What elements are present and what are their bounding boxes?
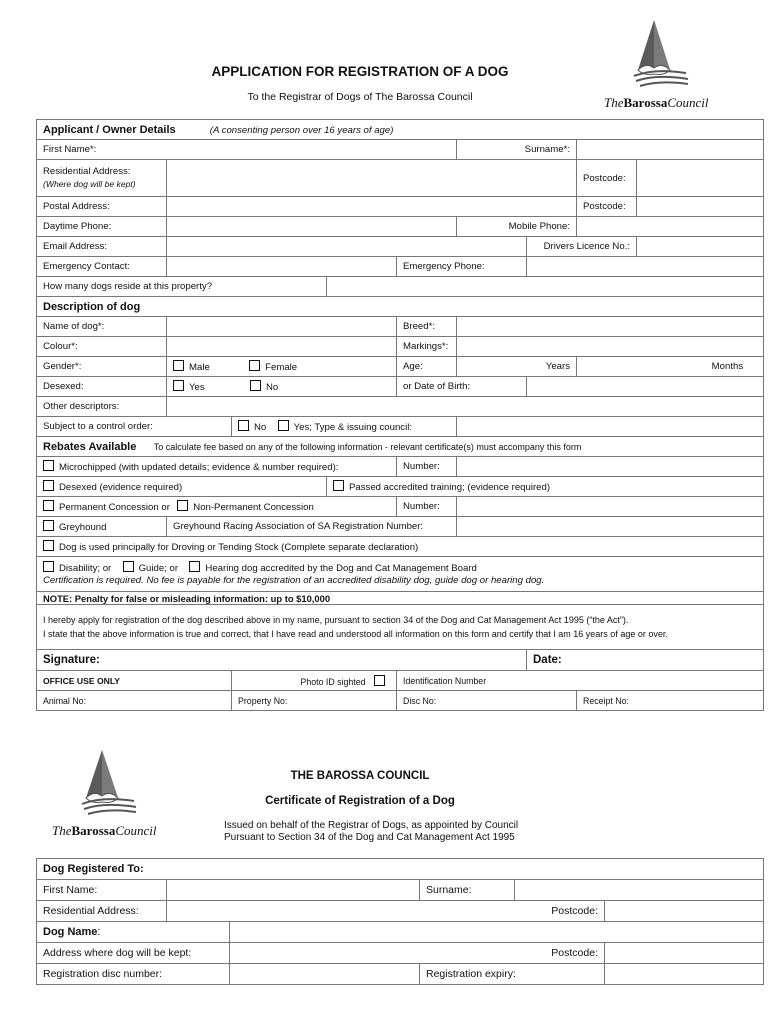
other-descriptors-label: Other descriptors: — [43, 401, 120, 412]
greyhound-checkbox[interactable] — [43, 520, 54, 531]
cert-surname-label: Surname: — [426, 884, 472, 896]
signature-label: Signature: — [43, 654, 100, 666]
control-yes-checkbox[interactable] — [278, 420, 289, 431]
desexed-label: Desexed: — [43, 381, 84, 392]
cert-dog-name-colon: : — [97, 926, 101, 938]
mobile-phone-field[interactable] — [577, 217, 764, 237]
date-label: Date: — [533, 654, 562, 666]
emergency-row — [37, 257, 764, 277]
greyhound-row — [37, 517, 764, 537]
residential-label-cell — [37, 160, 167, 197]
cert-residential-row — [37, 901, 764, 922]
breed-label-cell — [397, 317, 457, 337]
microchip-label: Microchipped (with updated details; evidence & number required): — [59, 462, 339, 473]
dob-label: or Date of Birth: — [403, 381, 471, 392]
date-field[interactable] — [527, 650, 764, 671]
cert-kept-row — [37, 943, 764, 964]
office-row — [37, 671, 764, 691]
desexed-no-label: No — [266, 382, 279, 393]
declaration-text — [37, 605, 764, 650]
cert-disc-label: Registration disc number: — [43, 968, 163, 980]
dog-heading: Description of dog — [37, 297, 764, 317]
certificate-issued-line2: Pursuant to Section 34 of the Dog and Cat Management Act 1995 — [224, 832, 515, 843]
cert-dog-name-row — [37, 922, 764, 943]
microchip-number-label: Number: — [403, 461, 440, 472]
control-label-cell — [37, 417, 232, 437]
concession-options — [37, 497, 397, 517]
first-name-field[interactable] — [37, 140, 457, 160]
rebates-heading — [37, 437, 764, 457]
guide-checkbox[interactable] — [123, 561, 134, 572]
penalty-note: NOTE: Penalty for false or misleading information: up to $10,000 — [37, 592, 764, 605]
concession-number-label: Number: — [403, 501, 440, 512]
surname-label-cell — [457, 140, 577, 160]
cert-first-name-label: First Name: — [43, 884, 98, 896]
logo-text-barossa: Barossa — [623, 95, 668, 110]
emergency-phone-label-cell — [397, 257, 527, 277]
office-heading: OFFICE USE ONLY — [37, 671, 232, 691]
colour-label: Colour*: — [43, 341, 78, 352]
certificate-issued — [224, 820, 518, 844]
residential-hint: (Where dog will be kept) — [43, 179, 136, 189]
cert-kept-postcode-field[interactable] — [605, 943, 764, 964]
assistance-options — [37, 557, 764, 592]
non-permanent-concession-checkbox[interactable] — [177, 500, 188, 511]
cert-residential-label: Residential Address: — [43, 905, 139, 917]
cert-dog-name-label-cell — [37, 922, 230, 943]
microchip-number-field[interactable] — [457, 457, 764, 477]
dogs-count-label-cell — [37, 277, 327, 297]
penalty-row — [37, 592, 764, 605]
certificate-table — [36, 858, 764, 985]
training-checkbox[interactable] — [333, 480, 344, 491]
form-subtitle: To the Registrar of Dogs of The Barossa Council — [247, 91, 473, 103]
property-no-label: Property No: — [238, 695, 288, 706]
cert-first-name-label-cell — [37, 880, 167, 901]
age-years-field[interactable] — [457, 357, 577, 377]
other-descriptors-field[interactable] — [167, 397, 764, 417]
email-label-cell — [37, 237, 167, 257]
email-label: Email Address: — [43, 241, 107, 252]
ident-cell[interactable] — [397, 671, 764, 691]
licence-label: Drivers Licence No.: — [543, 241, 630, 252]
desexed-rebate-row — [37, 477, 764, 497]
cert-registered-row — [37, 859, 764, 880]
certificate-council: THE BAROSSA COUNCIL — [290, 770, 430, 782]
daytime-phone-label: Daytime Phone: — [43, 221, 112, 232]
hearing-label: Hearing dog accredited by the Dog and Cat Management Board — [205, 563, 477, 574]
name-row — [37, 140, 764, 160]
postal-postcode-label: Postcode: — [583, 201, 626, 212]
gender-options — [167, 357, 397, 377]
photo-id-label: Photo ID sighted — [300, 676, 366, 687]
desexed-rebate-option — [37, 477, 327, 497]
desexed-yes-label: Yes — [189, 382, 205, 393]
dogs-count-row — [37, 277, 764, 297]
property-no-field[interactable] — [232, 691, 397, 711]
other-row — [37, 397, 764, 417]
licence-label-cell — [527, 237, 637, 257]
dogs-count-label: How many dogs reside at this property? — [43, 281, 213, 292]
first-name-label: First Name*: — [43, 144, 97, 155]
concession-number-label-cell — [397, 497, 457, 517]
control-type-field[interactable] — [457, 417, 764, 437]
declaration-row — [37, 605, 764, 650]
months-label: Months — [711, 361, 744, 372]
cert-registered-heading: Dog Registered To: — [37, 859, 764, 880]
desexed-options — [167, 377, 397, 397]
colour-field[interactable] — [167, 337, 397, 357]
application-form — [36, 119, 764, 711]
applicant-heading — [37, 120, 764, 140]
animal-no-field[interactable] — [37, 691, 232, 711]
dob-field[interactable] — [527, 377, 764, 397]
training-option — [327, 477, 764, 497]
markings-label: Markings*: — [403, 341, 449, 352]
cert-name-row — [37, 880, 764, 901]
emergency-phone-field[interactable] — [527, 257, 764, 277]
markings-label-cell — [397, 337, 457, 357]
rebates-note: To calculate fee based on any of the following information - relevant certificate(s) must accompany this form — [153, 441, 582, 452]
postal-field[interactable] — [167, 197, 577, 217]
postal-label: Postal Address: — [43, 201, 110, 212]
dog-heading-row — [37, 297, 764, 317]
office-numbers-row — [37, 691, 764, 711]
emergency-phone-label: Emergency Phone: — [403, 261, 485, 272]
receipt-no-label: Receipt No: — [583, 695, 629, 706]
receipt-no-field[interactable] — [577, 691, 764, 711]
cert-expiry-label: Registration expiry: — [426, 968, 516, 980]
cert-disc-field[interactable] — [230, 964, 420, 985]
cert-logo-text-barossa: Barossa — [71, 823, 116, 838]
droving-label: Dog is used principally for Droving or Tending Stock (Complete separate declaration) — [59, 542, 419, 553]
declaration-apply: I hereby apply for registration of the dog described above in my name, pursuant to section 34 of the Dog and Cat Management Act 1995 (“the Act”). — [43, 615, 629, 625]
animal-no-label: Animal No: — [43, 695, 87, 706]
non-permanent-concession-label: Non-Permanent Concession — [193, 502, 314, 513]
gender-row — [37, 357, 764, 377]
desexed-label-cell — [37, 377, 167, 397]
postal-row — [37, 197, 764, 217]
daytime-phone-label-cell — [37, 217, 167, 237]
certificate-title: Certificate of Registration of a Dog — [265, 795, 455, 807]
breed-label: Breed*: — [403, 321, 435, 332]
greyhound-option — [37, 517, 167, 537]
guide-label: Guide; or — [138, 563, 179, 574]
control-no-label: No — [254, 422, 267, 433]
disability-checkbox[interactable] — [43, 561, 54, 572]
certificate-logo-icon — [52, 748, 152, 818]
cert-kept-label-cell — [37, 943, 230, 964]
emergency-contact-field[interactable] — [167, 257, 397, 277]
emergency-contact-label-cell — [37, 257, 167, 277]
desexed-rebate-checkbox[interactable] — [43, 480, 54, 491]
assistance-row — [37, 557, 764, 592]
postal-label-cell — [37, 197, 167, 217]
logo-text-the: The — [604, 95, 624, 110]
concession-number-field[interactable] — [457, 497, 764, 517]
desexed-row — [37, 377, 764, 397]
logo-text-council: Council — [667, 95, 709, 110]
cert-kept-field[interactable] — [230, 943, 605, 964]
microchip-number-label-cell — [397, 457, 457, 477]
applicant-heading-text: Applicant / Owner Details — [43, 123, 176, 136]
form-title: APPLICATION FOR REGISTRATION OF A DOG — [211, 64, 509, 79]
control-options — [232, 417, 457, 437]
breed-field[interactable] — [457, 317, 764, 337]
email-field[interactable] — [167, 237, 527, 257]
dogs-count-field[interactable] — [327, 277, 764, 297]
microchip-option — [37, 457, 397, 477]
rebates-heading-row — [37, 437, 764, 457]
applicant-heading-row — [37, 120, 764, 140]
photo-id-checkbox[interactable] — [374, 675, 385, 686]
cert-surname-label-cell — [420, 880, 515, 901]
cert-postcode-label: Postcode: — [551, 905, 598, 917]
desexed-yes-checkbox[interactable] — [173, 380, 184, 391]
greyhound-assoc-label: Greyhound Racing Association of SA Registration Number: — [173, 521, 424, 532]
cert-dog-name-field[interactable] — [230, 922, 764, 943]
concession-row — [37, 497, 764, 517]
dog-name-field[interactable] — [167, 317, 397, 337]
female-label: Female — [265, 362, 298, 373]
gender-label: Gender*: — [43, 361, 82, 372]
certification-note: Certification is required. No fee is payable for the registration of an accredited disability dog, guide dog or hearing dog. — [43, 575, 545, 586]
council-logo-icon — [604, 18, 704, 90]
cert-postcode-field[interactable] — [605, 901, 764, 922]
surname-label: Surname*: — [524, 144, 570, 155]
cert-residential-field[interactable] — [167, 901, 605, 922]
residential-postcode-field[interactable] — [637, 160, 764, 197]
other-label-cell — [37, 397, 167, 417]
gender-label-cell — [37, 357, 167, 377]
residential-label: Residential Address: — [43, 166, 131, 177]
disability-label: Disability; or — [59, 563, 112, 574]
certificate-issued-line1: Issued on behalf of the Registrar of Dogs, as appointed by Council — [224, 820, 519, 831]
age-label: Age: — [403, 361, 423, 372]
residential-row — [37, 160, 764, 197]
control-no-checkbox[interactable] — [238, 420, 249, 431]
licence-field[interactable] — [637, 237, 764, 257]
droving-option — [37, 537, 764, 557]
desexed-no-checkbox[interactable] — [250, 380, 261, 391]
rebates-heading-text: Rebates Available — [43, 440, 137, 453]
dog-name-label: Name of dog*: — [43, 321, 105, 332]
emergency-contact-label: Emergency Contact: — [43, 261, 130, 272]
droving-row — [37, 537, 764, 557]
cert-kept-label: Address where dog will be kept: — [43, 947, 192, 959]
ident-label: Identification Number — [403, 675, 487, 686]
years-label: Years — [545, 361, 570, 372]
postcode-label-cell — [577, 160, 637, 197]
postal-postcode-label-cell — [577, 197, 637, 217]
male-label: Male — [189, 362, 210, 373]
colour-row — [37, 337, 764, 357]
desexed-rebate-label: Desexed (evidence required) — [59, 482, 183, 493]
greyhound-label: Greyhound — [59, 522, 107, 533]
greyhound-number-field[interactable] — [457, 517, 764, 537]
cert-surname-field[interactable] — [515, 880, 764, 901]
cert-logo-text-the: The — [52, 823, 72, 838]
email-row — [37, 237, 764, 257]
greyhound-assoc-label-cell — [167, 517, 457, 537]
droving-checkbox[interactable] — [43, 540, 54, 551]
signature-field[interactable] — [37, 650, 527, 671]
cert-dog-name-label: Dog Name — [43, 926, 98, 938]
phone-row — [37, 217, 764, 237]
control-row — [37, 417, 764, 437]
cert-disc-row — [37, 964, 764, 985]
control-yes-label: Yes; Type & issuing council: — [293, 422, 413, 433]
dog-name-label-cell — [37, 317, 167, 337]
cert-first-name-field[interactable] — [167, 880, 420, 901]
training-label: Passed accredited training; (evidence required) — [349, 482, 551, 493]
age-months-field[interactable] — [577, 357, 764, 377]
male-checkbox[interactable] — [173, 360, 184, 371]
mobile-phone-label-cell — [457, 217, 577, 237]
applicant-hint: (A consenting person over 16 years of age) — [209, 124, 394, 136]
dog-name-row — [37, 317, 764, 337]
cert-expiry-field[interactable] — [605, 964, 764, 985]
daytime-phone-field[interactable] — [167, 217, 457, 237]
residential-postcode-label: Postcode: — [583, 172, 626, 184]
disc-no-label: Disc No: — [403, 695, 437, 706]
markings-field[interactable] — [457, 337, 764, 357]
cert-residential-label-cell — [37, 901, 167, 922]
hearing-checkbox[interactable] — [189, 561, 200, 572]
permanent-concession-label: Permanent Concession or — [59, 502, 170, 513]
cert-expiry-label-cell — [420, 964, 605, 985]
photo-id-cell — [232, 671, 397, 691]
dob-label-cell — [397, 377, 527, 397]
certificate-logo-text — [52, 823, 192, 839]
cert-disc-label-cell — [37, 964, 230, 985]
female-checkbox[interactable] — [249, 360, 260, 371]
certificate-logo — [52, 748, 192, 839]
signature-row — [37, 650, 764, 671]
permanent-concession-checkbox[interactable] — [43, 500, 54, 511]
declaration-state: I state that the above information is true and correct, that I have read and understood all information on this form and certify that I am 16 years of age or over. — [43, 629, 668, 639]
control-order-label: Subject to a control order: — [43, 421, 153, 432]
cert-logo-text-council: Council — [115, 823, 157, 838]
surname-field[interactable] — [577, 140, 764, 160]
colour-label-cell — [37, 337, 167, 357]
cert-kept-postcode-label: Postcode: — [551, 947, 598, 959]
age-label-cell — [397, 357, 457, 377]
microchip-checkbox[interactable] — [43, 460, 54, 471]
residential-field[interactable] — [167, 160, 577, 197]
disc-no-field[interactable] — [397, 691, 577, 711]
mobile-phone-label: Mobile Phone: — [508, 221, 570, 232]
microchip-row — [37, 457, 764, 477]
postal-postcode-field[interactable] — [637, 197, 764, 217]
